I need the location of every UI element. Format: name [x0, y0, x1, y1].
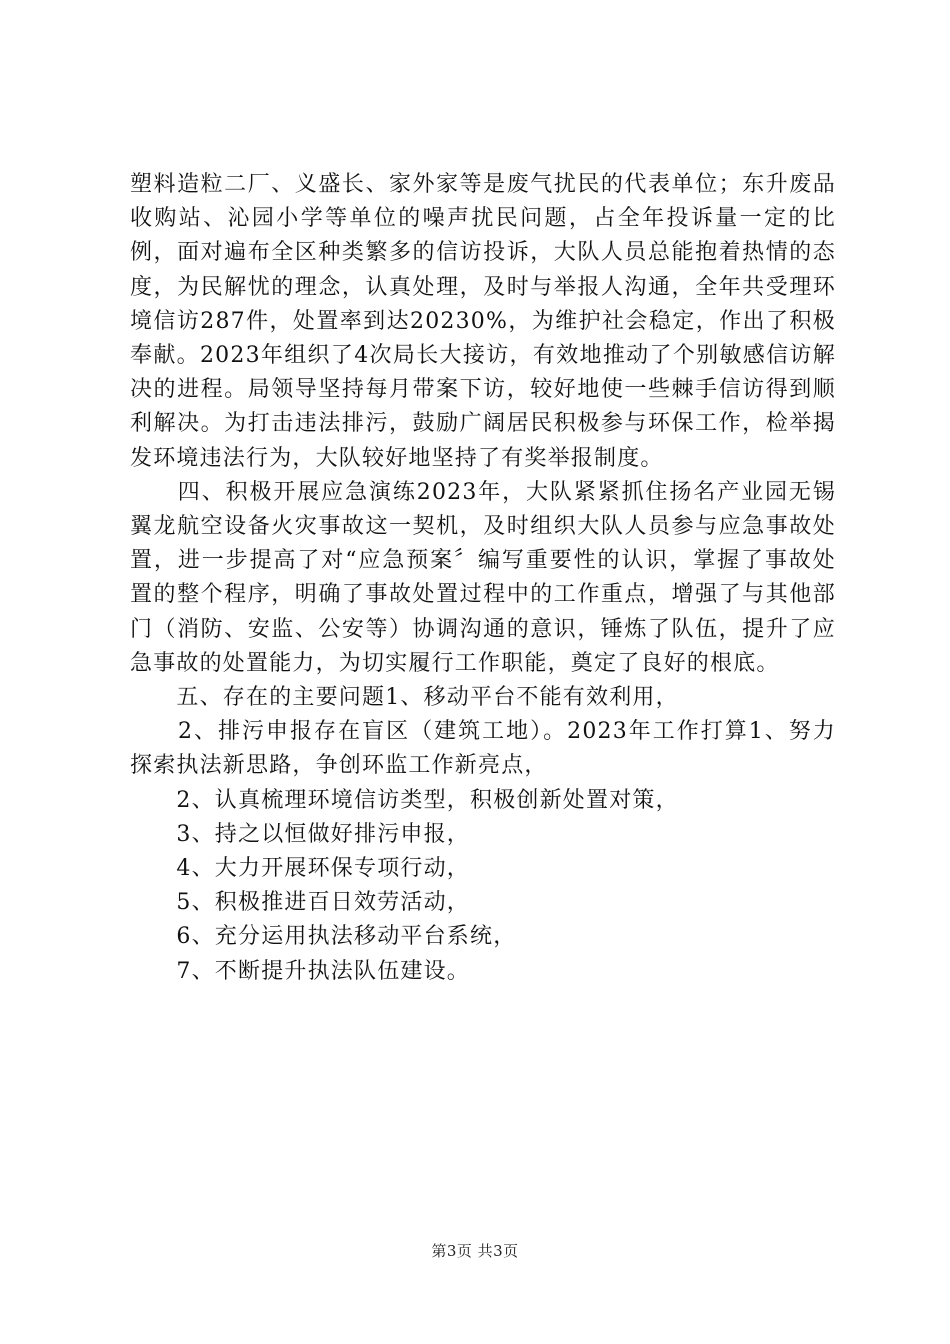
list-item: 2、认真梳理环境信访类型，积极创新处置对策， [130, 787, 679, 813]
paragraph-main-problems: 五、存在的主要问题1、移动平台不能有效利用， [130, 685, 679, 711]
list-item: 4、大力开展环保专项行动， [130, 856, 470, 882]
paragraph-emergency-drill: 四、积极开展应急演练2023年，大队紧紧抓住扬名产业园无锡翼龙航空设备火灾事故这一契机，及时组织大队人员参与应急事故处置，进一步提高了对“应急预案〞编写重要性的认识，掌握了事故处置的整个程序，明确了事故处置过程中的工作重点，增强了与其他部门（消防、安监、公安等）协调沟通的意识，锤炼了队伍，提升了应急事故的处置能力，为切实履行工作职能，奠定了良好的根底。 [130, 479, 836, 676]
document-body [130, 168, 836, 989]
paragraph-complaints: 塑料造粒二厂、义盛长、家外家等是废气扰民的代表单位；东升废品收购站、沁园小学等单位的噪声扰民问题，占全年投诉量一定的比例，面对遍布全区种类繁多的信访投诉，大队人员总能抱着热情的态度，为民解忧的理念，认真处理，及时与举报人沟通，全年共受理环境信访287件，处置率到达20230%，为维护社会稳定，作出了积极奉献。2023年组织了4次局长大接访，有效地推动了个别敏感信访解决的进程。局领导坚持每月带案下访，较好地使一些棘手信访得到顺利解决。为打击违法排污，鼓励广阔居民积极参与环保工作，检举揭发环境违法行为，大队较好地坚持了有奖举报制度。 [130, 172, 836, 471]
list-item: 6、充分运用执法移动平台系统， [130, 924, 517, 950]
page-footer: 第3页 共3页 [431, 1242, 519, 1260]
list-item: 7、不断提升执法队伍建设。 [130, 958, 470, 984]
list-item: 5、积极推进百日效劳活动， [130, 890, 470, 916]
list-item: 3、持之以恒做好排污申报， [130, 821, 470, 847]
paragraph-plan-item-2-blind-zone: 2、排污申报存在盲区（建筑工地）。2023年工作打算1、努力探索执法新思路，争创环监工作新亮点， [130, 719, 836, 779]
